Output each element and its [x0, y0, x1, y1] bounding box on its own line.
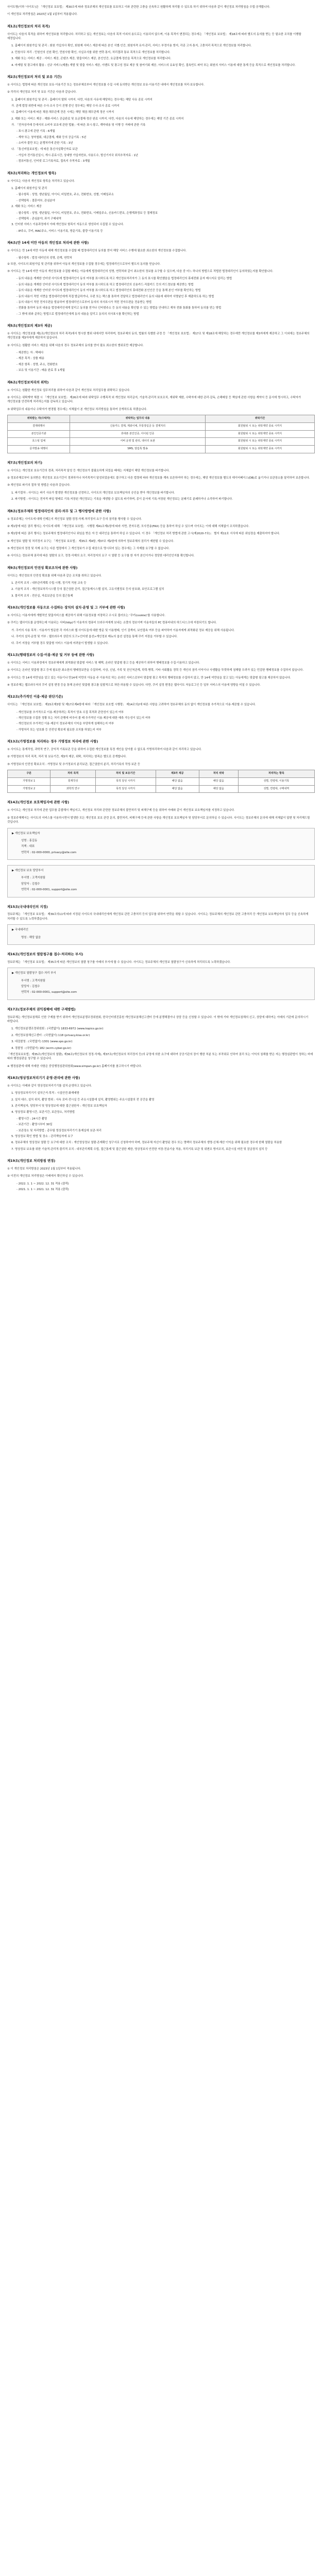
table-header: 제3자 제공 — [156, 770, 199, 778]
section-item: ② 각각의 개인정보 처리 및 보유 기간은 다음과 같습니다. — [7, 91, 77, 94]
box-title: ▶ 개인정보 보호 담당부서 — [12, 869, 44, 873]
section-item: 1. 개인정보분쟁조정위원회 : (국번없이) 1833-6972 (www.kopico.go.kr) — [11, 1027, 104, 1031]
section-item: 4. 경찰청 : (국번없이) 182 (ecrm.cyber.go.kr) — [11, 1046, 72, 1050]
table-row — [8, 430, 315, 438]
section-item: 2. 재화 또는 서비스 제공 : 재화·서비스 공급완료 및 요금결제·정산 완료 시까지. 다만, 다음의 사유에 해당하는 경우에는 해당 기간 종료 시까지 — [11, 117, 184, 121]
section-title: 제9조(개인정보의 안전성 확보조치에 관한 사항) — [7, 565, 78, 570]
section-title: 제6조(개인정보처리의 위탁) — [7, 380, 49, 384]
table-cell: 서버 운영 및 관리, 데이터 보관 — [70, 438, 206, 446]
box-title: ▶ 국내대리인 — [12, 928, 28, 932]
section-item: ② 가명정보의 처리 목적, 처리 및 보유기간, 제3자 제공, 위탁, 처리하는 항목은 별도로 공개합니다. — [7, 755, 127, 759]
section-item: 1. 홈페이지 회원가입 및 관리 — [11, 187, 47, 191]
section-item: ① 사이트는 법령에 따른 개인정보 보유·이용기간 또는 정보주체로부터 개인정보를 수집 시에 동의받은 개인정보 보유·이용기간 내에서 개인정보를 처리·보유합니다. — [7, 83, 205, 87]
box-line: 연락처 : 02-000-0001, support@site.com — [21, 991, 77, 994]
section-item: ① 사이트는 원활한 개인정보 업무처리를 위하여 다음과 같이 개인정보 처리업무를 위탁하고 있습니다. — [7, 388, 130, 392]
box-line: 담당자 : 김철수 — [21, 985, 40, 988]
section-item: - 보관기간 : 촬영시부터 30일 — [16, 1123, 53, 1127]
section-item: 6. 정보주체의 영상정보 열람 등 요구에 대한 조치 : 개인영상정보 열람·존재확인 청구서로 신청하여야 하며, 정보주체 자신이 촬영된 경우 또는 명백히 정보주체의 생명·신체·재산 이익을 위해 필요한 경우에 한해 열람을 허용함 — [11, 1141, 282, 1145]
section-item: 5. 영상정보 확인 방법 및 장소 : 관리책임자에 요구 — [11, 1134, 73, 1138]
table-row — [8, 785, 315, 793]
section-item: ② 또한, 사이트의 회원가입 및 관리를 위하여 아동의 개인정보를 수집할 경우에는 법정대리인으로부터 별도의 동의를 얻습니다. — [7, 262, 161, 266]
section-item: - 표시·광고에 관한 기록 : 6개월 — [16, 130, 55, 133]
table_delegate — [7, 415, 315, 453]
section-item: 사이트는 「개인정보 보호법」 제15조제3항 및 제17조제4항에 따라 「개인정보 보호법 시행령」 제14조의2에 따른 사항을 고려하여 정보주체의 동의 없이 개인정보를 추가적으로 이용·제공할 수 있습니다. — [7, 703, 256, 707]
section-title: 제7조(개인정보의 파기) — [7, 460, 43, 465]
section-item: - 동의 내용을 게재한 인터넷 사이트에 법정대리인이 동의 여부를 표시하도록 하고 개인정보처리자가 그 동의 표시를 확인했음을 법정대리인의 휴대전화 문자 메시지로 알리는 방법 — [16, 277, 232, 281]
section-item: 1. 영상정보처리기기 설치근거·목적 : 시설안전·화재예방 — [11, 1092, 79, 1095]
table-cell: 통계작성 — [50, 777, 96, 785]
section-item: 가. 「전자상거래 등에서의 소비자 보호에 관한 법률」에 따른 표시·광고, 계약내용 및 이행 등 거래에 관한 기록 — [11, 124, 146, 127]
table-cell: 본인인증기관 — [8, 430, 70, 438]
section-item: ① 사이트는 통계작성, 과학적 연구, 공익적 기록보존 등을 위하여 수집한 개인정보를 특정 개인을 알아볼 수 없도록 가명처리하여 다음과 같이 처리하고 있습니다. — [7, 748, 202, 752]
intro — [7, 5, 315, 17]
policy-section — [7, 800, 315, 897]
table-cell: 해당 없음 — [199, 777, 239, 785]
privacy-policy-document — [0, 0, 322, 1204]
section-item: - 제공 목적 : 상품 배송 — [16, 357, 44, 361]
section-item: 3. 대검찰청 : (국번없이) 1301 (www.spo.go.kr) — [11, 1040, 73, 1044]
section-title: 제3조(처리하는 개인정보의 항목) — [7, 171, 56, 175]
section-item: ① 사이트는 이용자에게 개별적인 맞춤서비스를 제공하기 위해 이용정보를 저장하고 수시로 불러오는 '쿠키(cookie)'를 사용합니다. — [7, 614, 165, 618]
section-item: - 개인정보를 수집한 정황 또는 처리 관행에 비추어 볼 때 추가적인 이용·제공에 대한 예측 가능성이 있는지 여부 — [16, 717, 151, 720]
table-header: 위탁기간 — [205, 415, 314, 423]
section-item: ① 사이트는 만 14세 미만 아동에 대해 개인정보를 수집할 때 법정대리인의 동의를 얻어 해당 서비스 수행에 필요한 최소한의 개인정보를 수집합니다. — [7, 249, 187, 252]
section-item: - 가입자 전기통신일시, 개시·종료시간, 상대방 가입자번호, 사용도수, 발신기지국 위치추적자료 : 1년 — [16, 154, 138, 157]
section-item: 2. 기술적 조치 : 개인정보처리시스템 등의 접근권한 관리, 접근통제시스템 설치, 고유식별정보 등의 암호화, 보안프로그램 설치 — [11, 588, 164, 591]
section-item: 3. 관리책임자, 담당부서 및 영상정보에 대한 접근권한자 : 개인정보 보호책임자 — [11, 1105, 107, 1108]
agent-box — [7, 924, 315, 945]
section-title: 제10조(개인정보를 자동으로 수집하는 장치의 설치·운영 및 그 거부에 관한 사항) — [7, 605, 125, 610]
section-item: 4. 영상정보 촬영시간, 보관기간, 보관장소, 처리방법 — [11, 1111, 75, 1114]
section-title: 제19조(개인정보 처리방침 변경) — [7, 1159, 56, 1163]
section-item: ① 사이트는 개인정보 처리에 관한 업무를 총괄해서 책임지고, 개인정보 처리와 관련한 정보주체의 불만처리 및 피해구제 등을 위하여 아래와 같이 개인정보 보호책임자를 지정하고 있습니다. — [7, 809, 235, 812]
policy-section — [7, 241, 315, 316]
policy-section — [7, 171, 315, 233]
section-item: ① 정보주체는 사이트에 대해 언제든지 개인정보 열람·정정·삭제·처리정지 요구 등의 권리를 행사할 수 있습니다. — [7, 517, 142, 521]
table-header: 처리 목적 — [50, 770, 96, 778]
section-item: 2. 개인정보침해신고센터 : (국번없이) 118 (privacy.kisa.or.kr) — [11, 1033, 90, 1037]
section-item: - 그 밖에 위와 준하는 방법으로 법정대리인에게 동의 내용을 알리고 동의의 의사표시를 확인하는 방법 — [16, 312, 139, 316]
table-row — [8, 438, 315, 446]
section-title: 제8조(정보주체와 법정대리인의 권리·의무 및 그 행사방법에 관한 사항) — [7, 509, 111, 513]
table-header: 위탁하는 업무의 내용 — [70, 415, 206, 423]
policy-section — [7, 24, 315, 67]
box-line: 부서명 : 고객지원팀 — [21, 876, 45, 880]
section-item: ① 사이트는 서비스 이용과정에서 정보주체에게 최적화된 맞춤형 서비스 및 혜택, 온라인 맞춤형 광고 등을 제공하기 위하여 행태정보를 수집·이용하고 있습니다. — [7, 661, 200, 665]
table-cell: 가명정보 1 — [8, 777, 50, 785]
section-item: 3. 물리적 조치 : 전산실, 자료보관실 등의 접근통제 — [11, 594, 73, 598]
section-item: 3. 재화 또는 서비스 제공 : 서비스 제공, 콘텐츠 제공, 맞춤서비스 제공, 본인인증, 요금결제·정산을 목적으로 개인정보를 처리합니다. — [11, 57, 172, 61]
section-item: - 필수항목 : 성명, 생년월일, 아이디, 비밀번호, 주소, 전화번호, 이메일주소, 신용카드번호, 은행계좌정보 등 결제정보 — [16, 211, 158, 215]
section-item: 정보주체는 「개인정보 보호법」 제39조의11에 따라 지정된 사이트의 국내대리인에게 개인정보 관련 고충처리 등의 업무를 위하여 연락을 취할 수 있습니다. 사이트는 정보주체의 개인정보 관련 고충처리 등 개인정보 보호책임자의 업무 등을 신속하게 처리할 수 있도록 노력하겠습니다. — [7, 913, 309, 921]
box-line: 성명 : 홍길동 — [21, 839, 38, 842]
policy-section — [7, 653, 315, 687]
section-item: ③ 개인정보 파기의 절차 및 방법은 다음과 같습니다. — [7, 484, 71, 487]
table-cell: SMS, 알림톡 발송 — [70, 446, 206, 453]
section-item: 7. 영상정보 보호를 위한 기술적·관리적·물리적 조치 : 내부관리계획 수립, 접근통제 및 접근권한 제한, 영상정보의 안전한 저장·전송기술 적용, 처리기록 보관 및 위변조 방지조치, 보관시설 마련 및 잠금장치 설치 등 — [11, 1147, 268, 1151]
section-item: ② 정보주체로부터 동의받은 개인정보 보유기간이 경과하거나 처리목적이 달성되었음에도 불구하고 다른 법령에 따라 개인정보를 계속 보존하여야 하는 경우에는, 해당 개인정보를 별도의 데이터베이스(DB)로 옮기거나 보관장소를 달리하여 보존합니다. — [7, 477, 310, 480]
section-item: - 보관장소 및 처리방법 : 총무팀 영상정보처리기기 통제실에 보관·처리 — [16, 1129, 101, 1132]
section-item: - 필수항목 : 성명, 생년월일, 아이디, 비밀번호, 주소, 전화번호, 성별, 이메일주소 — [16, 193, 114, 197]
policy-section — [7, 1159, 315, 1192]
history-link[interactable]: - 2022. 1. 1 ~ 2022. 12. 31 적용 (클릭) — [16, 1182, 69, 1185]
section-item: ② 사이트는 위탁계약 체결 시 「개인정보 보호법」 제26조에 따라 위탁업무 수행목적 외 개인정보 처리금지, 기술적·관리적 보호조치, 재위탁 제한, 수탁자에 대한 관리·감독, 손해배상 등 책임에 관한 사항을 계약서 등 문서에 명시하고, 수탁자가 개인정보를 안전하게 처리하는지를 감독하고 있습니다. — [7, 396, 301, 404]
section-title: 제11조(행태정보의 수집·이용·제공 및 거부 등에 관한 사항) — [7, 652, 94, 657]
request_dept-box — [7, 968, 315, 1000]
section-item: - 컴퓨터통신, 인터넷 로그기록자료, 접속지 추적자료 : 3개월 — [16, 160, 90, 163]
section-item: ② 정보주체께서는 사이트의 서비스를 이용하시면서 발생한 모든 개인정보 보호 관련 문의, 불만처리, 피해구제 등에 관한 사항을 개인정보 보호책임자 및 담당부서로 문의하실 수 있습니다. 사이트는 정보주체의 문의에 대해 지체없이 답변 및 처리해드릴 것입니다. — [7, 816, 310, 824]
policy-section — [7, 952, 315, 1000]
section-item: - 동의 내용이 적힌 서면을 법정대리인에게 직접 발급하거나, 우편 또는 팩스를 통하여 전달하고 법정대리인이 동의 내용에 대하여 서명날인 후 제출하도록 하는 방법 — [16, 295, 214, 298]
table-header: 구분 — [8, 770, 50, 778]
section-item: ② 사이트는 온라인 맞춤형 광고 등에 필요한 최소한의 행태정보만을 수집하며, 사상, 신념, 가족 및 친인척관계, 학력·병력, 기타 사회활동 경력 등 개인의 권리·이익이나 사생활을 뚜렷하게 침해할 우려가 있는 민감한 행태정보를 수집하지 않습니다. — [7, 669, 304, 672]
policy-section — [7, 461, 315, 502]
section-title: 제5조(개인정보의 제3자 제공) — [7, 324, 53, 328]
section-item: 가. 관계 법령 위반에 따른 수사·조사 등이 진행 중인 경우에는 해당 수사·조사 종료 시까지 — [11, 104, 120, 108]
section-item: - 전화를 통하여 동의 내용을 법정대리인에게 알리고 동의를 얻거나 인터넷주소 등 동의 내용을 확인할 수 있는 방법을 안내하고 재차 전화 통화를 통하여 동의를 얻는 방법 — [16, 307, 222, 310]
section-title: 제12조(추가적인 이용·제공 판단기준) — [7, 694, 63, 699]
section-item: ② 이전의 개인정보 처리방침은 아래에서 확인하실 수 있습니다. — [7, 1175, 84, 1178]
section-title: 제14조(개인정보 보호책임자에 관한 사항) — [7, 800, 70, 805]
section-title: 제2조(개인정보의 처리 및 보유 기간) — [7, 74, 62, 79]
section-item: ※ 행정심판에 대해 자세한 사항은 중앙행정심판위원회(www.simpan.go.kr) 홈페이지를 참고하시기 바랍니다. — [7, 1064, 142, 1068]
section-item: 정보주체는 「개인정보 보호법」 제35조에 따른 개인정보의 열람 청구를 아래의 부서에 할 수 있습니다. 사이트는 정보주체의 개인정보 열람청구가 신속하게 처리되도록 노력하겠습니다. — [7, 960, 231, 964]
section-title: 제4조(만 14세 미만 아동의 개인정보 처리에 관한 사항) — [7, 241, 89, 245]
section-item: ③ 사이트는 만 14세 미만임을 알고 있는 아동이나 만14세 미만의 아동을 주 이용자로 하는 온라인 서비스로부터 맞춤형 광고 목적의 행태정보를 수집하지 않고, 만 14세 미만임을 알고 있는 아동에게는 맞춤형 광고를 제공하지 않습니다. — [7, 676, 291, 680]
sections — [7, 24, 315, 1192]
section-item: ④ 정보주체는 웹브라우저의 쿠키 설정 변경 등을 통해 온라인 맞춤형 광고를 일괄적으로 차단·허용할 수 있습니다. 다만, 쿠키 설정 변경은 웹사이트 자동로그인 등 일부 서비스의 이용에 영향을 미칠 수 있습니다. — [7, 684, 261, 687]
section-item: 나. 쿠키의 설치·운영 및 거부 : 웹브라우저 상단의 도구>인터넷 옵션>개인정보 메뉴의 옵션 설정을 통해 쿠키 저장을 거부할 수 있습니다. — [11, 635, 178, 639]
section-item: - 촬영시간 : 24시간 촬영 — [16, 1117, 47, 1121]
section-item: 1. 홈페이지 회원가입 및 관리 : 회원 가입의사 확인, 회원제 서비스 제공에 따른 본인 식별·인증, 회원자격 유지·관리, 서비스 부정이용 방지, 각종 고지·통지, 고충처리 목적으로 개인정보를 처리합니다. — [11, 44, 252, 48]
intro-paragraph: 이 개인정보 처리방침은 2023년 1월 1일부터 적용됩니다. — [7, 13, 78, 16]
section-item: ① 이 개인정보 처리방침은 2023년 1월 1일부터 적용됩니다. — [7, 1167, 81, 1171]
section-item: 가. 쿠키의 사용 목적 : 이용자가 방문한 각 서비스와 웹 사이트들에 대한 방문 및 이용형태, 인기 검색어, 보안접속 여부 등을 파악하여 이용자에게 최적화된 정보 제공을 위해 사용됩니다. — [11, 629, 235, 632]
section-item: ② 쿠키는 웹사이트를 운영하는데 이용되는 서버(http)가 이용자의 컴퓨터 브라우저에게 보내는 소량의 정보이며 이용자들의 PC 컴퓨터내의 하드디스크에 저장되기도 합니다. — [7, 621, 217, 625]
section-item: 나. 「통신비밀보호법」에 따른 통신사실확인자료 보관 — [11, 147, 78, 151]
table-cell: 목적 달성 시까지 — [95, 777, 156, 785]
section-item: - 개인정보의 추가적인 이용·제공이 정보주체의 이익을 부당하게 침해하는지 여부 — [16, 722, 114, 726]
section-item: ② 사이트는 원활한 서비스 제공을 위해 다음의 경우 정보주체의 동의를 얻어 필요 최소한의 범위로만 제공합니다. — [7, 344, 144, 347]
table-cell: 가명정보 2 — [8, 785, 50, 793]
section-item: - 제공 항목 : 성명, 주소, 전화번호 — [16, 363, 58, 366]
section-item: ④ 개인정보 열람 및 처리정지 요구는 「개인정보 보호법」 제35조 제4항, 제37조 제2항에 의하여 정보주체의 권리가 제한될 수 있습니다. — [7, 539, 174, 543]
section-item: - 가명처리 또는 암호화 등 안전성 확보에 필요한 조치를 하였는지 여부 — [16, 728, 101, 732]
section-item: - 선택항목 : 관심분야, 과거 구매내역 — [16, 217, 61, 221]
section-title: 제15조(국내대리인의 지정) — [7, 904, 48, 909]
section-item: 1. 홈페이지 회원가입 및 관리 : 홈페이지 탈퇴 시까지. 다만, 다음의 사유에 해당하는 경우에는 해당 사유 종료 시까지 — [11, 98, 152, 101]
section-item: - 소비자 불만 또는 분쟁처리에 관한 기록 : 3년 — [16, 142, 73, 145]
section-item: 2. 파기방법 : 사이트는 전자적 파일 형태로 기록·저장된 개인정보는 기록을 재생할 수 없도록 파기하며, 종이 문서에 기록·저장된 개인정보는 분쇄기로 분쇄하거나 소각하여 파기합니다. — [11, 498, 233, 501]
table-cell: 신용카드 결제, 계좌이체, 무통장입금 등 결제처리 — [70, 422, 206, 430]
section-title: 제13조(가명정보를 처리하는 경우 가명정보 처리에 관한 사항) — [7, 739, 98, 744]
section-item: 정보주체는 개인정보침해로 인한 구제를 받기 위하여 개인정보분쟁조정위원회, 한국인터넷진흥원 개인정보침해신고센터 등에 분쟁해결이나 상담 등을 신청할 수 있습니다. 이 밖에 기타 개인정보침해의 신고, 상담에 대하여는 아래의 기관에 문의하시기 바랍니다. — [7, 1015, 309, 1024]
box-line: 명칭 : 해당 없음 — [21, 936, 41, 939]
table-cell: 성별, 연령대, 이용기록 — [238, 777, 314, 785]
section-item: ① 사이트는 아래와 같이 영상정보처리기기를 설치·운영하고 있습니다. — [7, 1084, 92, 1088]
section-item: ② 제1항에 따른 권리 행사는 사이트에 대해 「개인정보 보호법」 시행령 제41조제1항에 따라 서면, 전자우편, 모사전송(FAX) 등을 통하여 하실 수 있으며 사이트는 이에 대해 지체없이 조치하겠습니다. — [7, 524, 249, 528]
section-item: - IP주소, 쿠키, MAC주소, 서비스 이용기록, 방문기록, 불량 이용기록 등 — [16, 229, 103, 233]
table-cell: 회원탈퇴 시 또는 위탁계약 종료 시까지 — [205, 430, 314, 438]
box-line: 연락처 : 02-000-0000, privacy@site.com — [21, 851, 77, 854]
table_pseudonym — [7, 770, 315, 793]
table-cell: 호스팅 업체 — [8, 438, 70, 446]
section-item: 사이트는 개인정보의 안전성 확보를 위해 다음과 같은 조치를 취하고 있습니다. — [7, 574, 102, 578]
box-line: 부서명 : 고객지원팀 — [21, 979, 45, 982]
section-item: 2. 설치 대수, 설치 위치, 촬영 범위 : 사옥 로비·전시실 등 주요시설물에 설치, 촬영범위는 주요시설물의 전 공간을 촬영 — [11, 1098, 155, 1101]
table-row — [8, 777, 315, 785]
table-cell: 회원탈퇴 시 또는 위탁계약 종료 시까지 — [205, 438, 314, 446]
section-item: - 계약 또는 청약철회, 대금결제, 재화 등의 공급기록 : 5년 — [16, 135, 87, 139]
policy-section — [7, 739, 315, 793]
box-title: ▶ 개인정보 보호책임자 — [12, 832, 40, 835]
table-cell: 해당 없음 — [156, 777, 199, 785]
policy-section — [7, 1007, 315, 1069]
section-item: - 동의 내용을 게재한 인터넷 사이트에 법정대리인이 동의 여부를 표시하도록 하고 법정대리인의 휴대전화 본인인증 등을 통해 본인 여부를 확인하는 방법 — [16, 289, 201, 293]
table-cell: 회원탈퇴 시 또는 위탁계약 종료 시까지 — [205, 422, 314, 430]
section-item: 4. 마케팅 및 광고에의 활용 : 신규 서비스(제품) 개발 및 맞춤 서비스 제공, 이벤트 및 광고성 정보 제공 및 참여기회 제공, 서비스의 유효성 확인, 접속빈도 파악 또는 회원의 서비스 이용에 대한 통계 등을 목적으로 개인정보를 처리합니다. — [11, 63, 296, 67]
section-item: ③ 제1항에 따른 권리 행사는 정보주체의 법정대리인이나 위임을 받은 자 등 대리인을 통하여 하실 수 있습니다. 이 경우 「개인정보 처리 방법에 관한 고시(제2020-7호)」 별지 제11호 서식에 따른 위임장을 제출하셔야 합니다. — [7, 532, 280, 536]
box-line: 직책 : 대표 — [21, 845, 35, 849]
officer-box — [7, 828, 315, 860]
section-item: ① 사이트는 다음의 개인정보 항목을 처리하고 있습니다. — [7, 179, 75, 183]
intro-paragraph: 사이트명(이하 '사이트')은 「개인정보 보호법」 제30조에 따라 정보주체의 개인정보를 보호하고 이와 관련한 고충을 신속하고 원활하게 처리할 수 있도록 하기 위하여 다음과 같이 개인정보 처리방침을 수립·공개합니다. — [7, 6, 270, 9]
table-row — [8, 422, 315, 430]
box-line: 담당자 : 김철수 — [21, 882, 40, 886]
policy-section — [7, 694, 315, 732]
section-item: 2. 재화 또는 서비스 제공 — [11, 205, 42, 209]
policy-section — [7, 75, 315, 164]
section-item: - 필수항목 : 법정 대리인의 성명, 관계, 연락처 — [16, 257, 72, 260]
section-item: ① 사이트는 개인정보를 제1조(개인정보의 처리 목적)에서 명시한 범위 내에서만 처리하며, 정보주체의 동의, 법률의 특별한 규정 등 「개인정보 보호법」 제17조 및 제18조에 해당하는 경우에만 개인정보를 제3자에게 제공하고 그 이외에는 정보주체의 개인정보를 제3자에게 제공하지 않습니다. — [7, 332, 310, 340]
section-item: 1. 관리적 조치 : 내부관리계획 수립·시행, 정기적 직원 교육 등 — [11, 582, 87, 585]
table-cell: 목적 달성 시까지 — [95, 785, 156, 793]
section-title: 제16조(개인정보의 열람청구를 접수·처리하는 부서) — [7, 952, 83, 956]
section-item: - 선택항목 : 결혼여부, 관심분야 — [16, 199, 55, 202]
table-header: 처리 및 보유기간 — [95, 770, 156, 778]
policy-section — [7, 1076, 315, 1151]
section-item: 2. 민원사무 처리 : 민원인의 신원 확인, 민원사항 확인, 사실조사를 위한 연락·통지, 처리결과 통보 목적으로 개인정보를 처리합니다. — [11, 50, 171, 54]
section-item: ③ 위탁업무의 내용이나 수탁자가 변경될 경우에는 지체없이 본 개인정보 처리방침을 통하여 공개하도록 하겠습니다. — [7, 408, 147, 411]
history-link[interactable]: - 2021. 1. 1 ~ 2021. 12. 31 적용 (클릭) — [16, 1188, 69, 1192]
table-cell: 문자발송 대행사 — [8, 446, 70, 453]
section-item: - 개인정보를 추가적으로 이용·제공하려는 목적이 당초 수집 목적과 관련성이 있는지 여부 — [16, 710, 124, 714]
section-title: 제1조(개인정보의 처리 목적) — [7, 24, 50, 28]
officer-box — [7, 865, 315, 897]
section-item: - 제공받는 자 : 택배사 — [16, 351, 44, 355]
section-item: ① 사이트는 개인정보 보유기간의 경과, 처리목적 달성 등 개인정보가 불필요하게 되었을 때에는 지체없이 해당 개인정보를 파기합니다. — [7, 469, 170, 472]
policy-section — [7, 509, 315, 558]
section-item: ③ 사이트는 만 14세 미만 아동의 개인정보를 수집할 때에는 아동에게 법정대리인의 성명, 연락처와 같이 최소한의 정보를 요구할 수 있으며, 다음 중 어느 하나의 방법으로 적법한 법정대리인이 동의하였는지를 확인합니다. — [7, 270, 274, 274]
section-title: 제18조(영상정보처리기기 운영·관리에 관한 사항) — [7, 1076, 80, 1080]
section-item: 1. 파기절차 : 사이트는 파기 사유가 발생한 개인정보를 선정하고, 사이트의 개인정보 보호책임자의 승인을 받아 개인정보를 파기합니다. — [11, 491, 175, 495]
section-item: 다. 쿠키 저장을 거부할 경우 맞춤형 서비스 이용에 어려움이 발생할 수 있습니다. — [11, 641, 109, 645]
table-header: 처리 위탁 — [199, 770, 239, 778]
section-item: ⑤ 개인정보의 정정 및 삭제 요구는 다른 법령에서 그 개인정보가 수집 대상으로 명시되어 있는 경우에는 그 삭제를 요구할 수 없습니다. — [7, 547, 170, 550]
section-item: 「개인정보보호법」제35조(개인정보의 열람), 제36조(개인정보의 정정·삭제), 제37조(개인정보의 처리정지 등)의 규정에 의한 요구에 대하여 공공기관의 장이 행한 처분 또는 부작위로 인하여 권리 또는 이익의 침해를 받은 자는 행정심판법이 정하는 바에 따라 행정심판을 청구할 수 있습니다. — [7, 1053, 313, 1061]
policy-section — [7, 905, 315, 945]
box-line: 연락처 : 02-000-0001, support@site.com — [21, 888, 77, 892]
table-cell: 성별, 연령대, 구매내역 — [238, 785, 314, 793]
table-header: 위탁받는 자(수탁자) — [8, 415, 70, 423]
section-item: - 동의 내용이 적힌 전자우편을 발송하여 법정대리인으로부터 동의의 의사표시가 적힌 전자우편을 전송받는 방법 — [16, 300, 152, 304]
table-cell: 휴대폰 본인인증, 아이핀 인증 — [70, 430, 206, 438]
box-title: ▶ 개인정보 열람청구 접수·처리 부서 — [12, 972, 56, 975]
section-item: - 보유 및 이용기간 : 배송 완료 후 1개월 — [16, 369, 65, 372]
section-title: 제17조(정보주체의 권익침해에 대한 구제방법) — [7, 1007, 76, 1011]
table-header: 처리하는 항목 — [238, 770, 314, 778]
table-cell: 결제대행사 — [8, 422, 70, 430]
policy-section — [7, 324, 315, 373]
policy-section — [7, 380, 315, 453]
table-cell: 과학적 연구 — [50, 785, 96, 793]
section-item: ③ 가명정보의 안전성 확보조치 : 가명정보 및 추가정보의 분리보관, 접근권한의 분리, 처리기록의 작성·보관 등 — [7, 762, 140, 766]
section-item: 사이트는 다음의 목적을 위하여 개인정보를 처리합니다. 처리하고 있는 개인정보는 다음의 목적 이외의 용도로는 이용되지 않으며, 이용 목적이 변경되는 경우에는 「개인정보 보호법」 제18조에 따라 별도의 동의를 받는 등 필요한 조치를 이행할 예정입니다. — [7, 32, 301, 41]
policy-section — [7, 605, 315, 646]
table-row — [8, 446, 315, 453]
policy-section — [7, 566, 315, 598]
table-cell: 해당 없음 — [199, 785, 239, 793]
table-cell: 해당 없음 — [156, 785, 199, 793]
section-item: 나. 홈페이지 이용에 따른 채권·채무관계 잔존 시에는 해당 채권·채무관계 정산 시까지 — [11, 111, 114, 114]
section-item: ⑥ 사이트는 정보주체 권리에 따른 열람의 요구, 정정·삭제의 요구, 처리정지의 요구 시 열람 등 요구를 한 자가 본인이거나 정당한 대리인인지를 확인합니다. — [7, 554, 195, 558]
table-cell: 회원탈퇴 시 또는 위탁계약 종료 시까지 — [205, 446, 314, 453]
section-item: - 동의 내용을 게재한 인터넷 사이트에 법정대리인이 동의 여부를 표시하도록 하고 법정대리인의 신용카드·직불카드 등의 카드정보를 제공받는 방법 — [16, 283, 194, 286]
section-item: 3. 인터넷 서비스 이용과정에서 아래 개인정보 항목이 자동으로 생성되어 수집될 수 있습니다. — [11, 223, 124, 227]
